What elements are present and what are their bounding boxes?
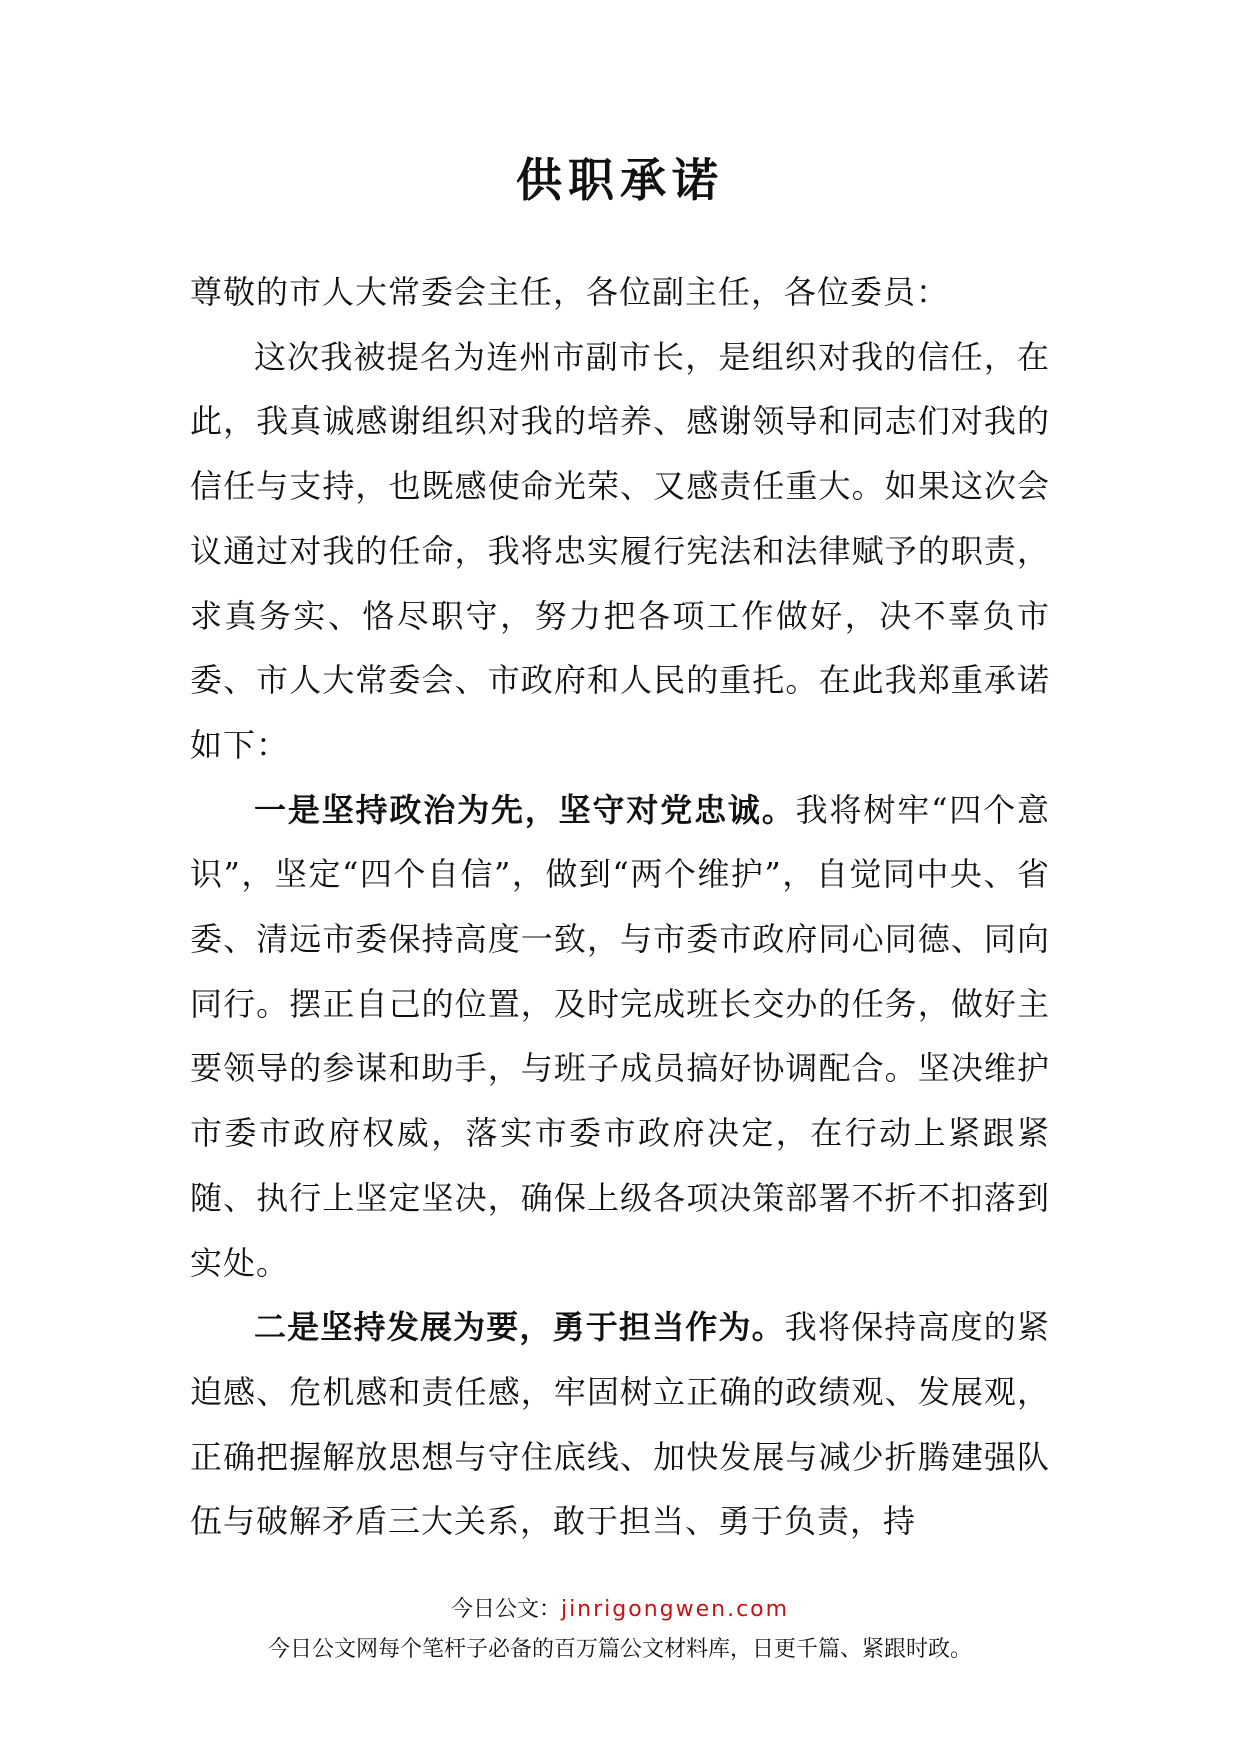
footer-brand-url[interactable]: jinrigongwen.com: [560, 1597, 790, 1622]
point-text-2: 我将保持高度的紧迫感、危机感和责任感，牢固树立正确的政绩观、发展观，正确把握解放思想与守住底线、加快发展与减少折腾建强队伍与破解矛盾三大关系，敢于担当、勇于负责，持: [190, 1308, 1050, 1541]
point-text-1: 我将树牢“四个意识”，坚定“四个自信”，做到“两个维护”，自觉同中央、省委、清远市委保持高度一致，与市委市政府同心同德、同向同行。摆正自己的位置，及时完成班长交办的任务，做好主要领导的参谋和助手，与班子成员搞好协调配合。坚决维护市委市政府权威，落实市委市政府决定，在行动上紧跟紧随、执行上坚定坚决，确保上级各项决策部署不折不扣落到实处。: [190, 790, 1050, 1282]
footer-brand: [0, 1595, 1240, 1625]
point-paragraph-2: [190, 1295, 1050, 1554]
point-lead-2: 二是坚持发展为要，勇于担当作为。: [254, 1308, 785, 1347]
document-body: [190, 260, 1050, 1554]
point-lead-1: 一是坚持政治为先，坚守对党忠诚。: [254, 790, 796, 829]
intro-paragraph: 这次我被提名为连州市副市长，是组织对我的信任，在此，我真诚感谢组织对我的培养、感谢领导和同志们对我的信任与支持，也既感使命光荣、又感责任重大。如果这次会议通过对我的任命，我将忠实履行宪法和法律赋予的职责，求真务实、恪尽职守，努力把各项工作做好，决不辜负市委、市人大常委会、市政府和人民的重托。在此我郑重承诺如下：: [190, 337, 1050, 764]
salutation: 尊敬的市人大常委会主任，各位副主任，各位委员：: [190, 273, 950, 311]
footer-brand-label: 今日公文：: [450, 1597, 561, 1622]
document-title: 供职承诺: [516, 153, 724, 207]
point-paragraph-1: [190, 778, 1050, 1296]
footer-slogan: 今日公文网每个笔杆子必备的百万篇公文材料库，日更千篇、紧跟时政。: [267, 1637, 972, 1662]
